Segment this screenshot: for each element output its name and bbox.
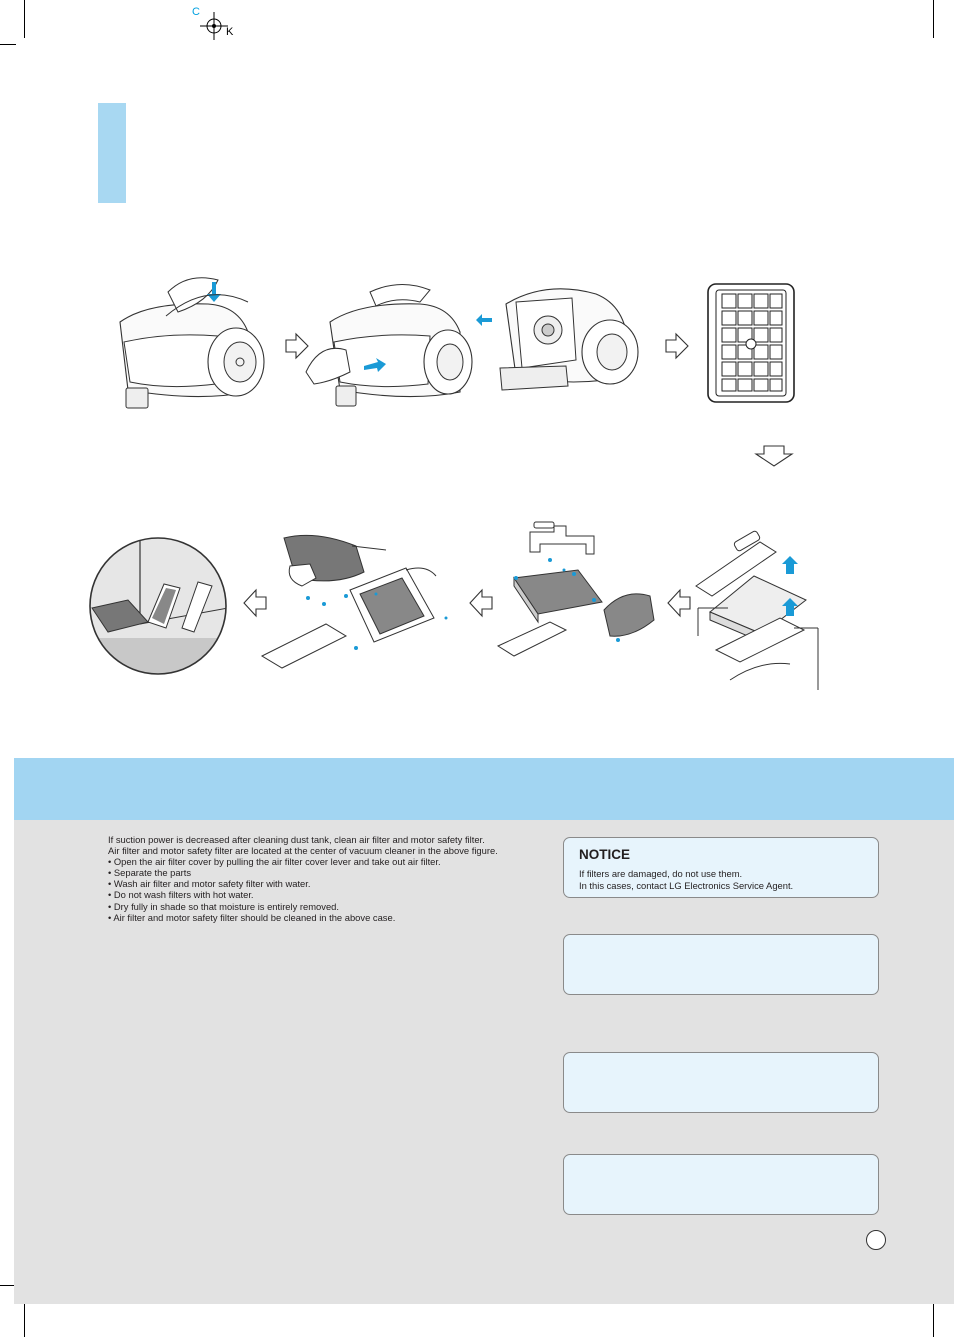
- step-arrow-right-icon: [664, 332, 690, 360]
- registration-mark: [192, 6, 242, 42]
- notice-line-2: In this cases, contact LG Electronics Service Agent.: [579, 880, 794, 891]
- instruction-line: Air filter and motor safety filter are located at the center of vacuum cleaner in the above figure.: [108, 845, 498, 857]
- registration-k-label: K: [226, 26, 234, 38]
- dry-in-shade-illustration: [88, 536, 228, 678]
- instruction-line: • Air filter and motor safety filter should be cleaned in the above case.: [108, 911, 396, 923]
- crop-mark: [24, 1300, 25, 1337]
- crop-mark: [933, 1300, 934, 1337]
- crop-mark: [933, 0, 934, 38]
- instruction-line: • Separate the parts: [108, 867, 192, 879]
- notice-line-1: If filters are damaged, do not use them.: [579, 868, 743, 879]
- page-number-circle: [866, 1230, 886, 1250]
- empty-note-box: [563, 1154, 879, 1215]
- notice-title: NOTICE: [579, 847, 631, 862]
- section-header-band: [14, 758, 954, 820]
- empty-note-box: [563, 934, 879, 995]
- instruction-line: • Dry fully in shade so that moisture is entirely removed.: [108, 900, 339, 912]
- vacuum-pull-lever-illustration: [300, 272, 476, 422]
- air-filter-grid-illustration: [704, 280, 798, 410]
- instructions-text: [108, 834, 538, 923]
- vacuum-open-cover-illustration: [108, 272, 270, 422]
- title-accent-bar: [98, 103, 126, 203]
- vacuum-filter-exposed-illustration: [476, 276, 646, 396]
- instruction-line: • Open the air filter cover by pulling the air filter cover lever and take out air filter.: [108, 856, 441, 868]
- separate-filter-parts-illustration: [690, 530, 830, 690]
- step-arrow-left-icon: [468, 588, 494, 618]
- instruction-line: • Do not wash filters with hot water.: [108, 889, 254, 901]
- step-arrow-down-icon: [754, 444, 794, 468]
- wash-filter-tap-illustration: [494, 518, 666, 668]
- shake-water-illustration: [256, 528, 462, 678]
- crop-mark: [0, 44, 16, 45]
- instruction-line: • Wash air filter and motor safety filter with water.: [108, 878, 311, 890]
- step-arrow-left-icon: [242, 588, 268, 618]
- registration-c-label: C: [192, 6, 200, 18]
- crop-mark: [24, 0, 25, 38]
- notice-box: [563, 837, 879, 898]
- step-arrow-left-icon: [666, 588, 692, 618]
- instruction-line: If suction power is decreased after cleaning dust tank, clean air filter and motor safety filter.: [108, 834, 485, 845]
- empty-note-box: [563, 1052, 879, 1113]
